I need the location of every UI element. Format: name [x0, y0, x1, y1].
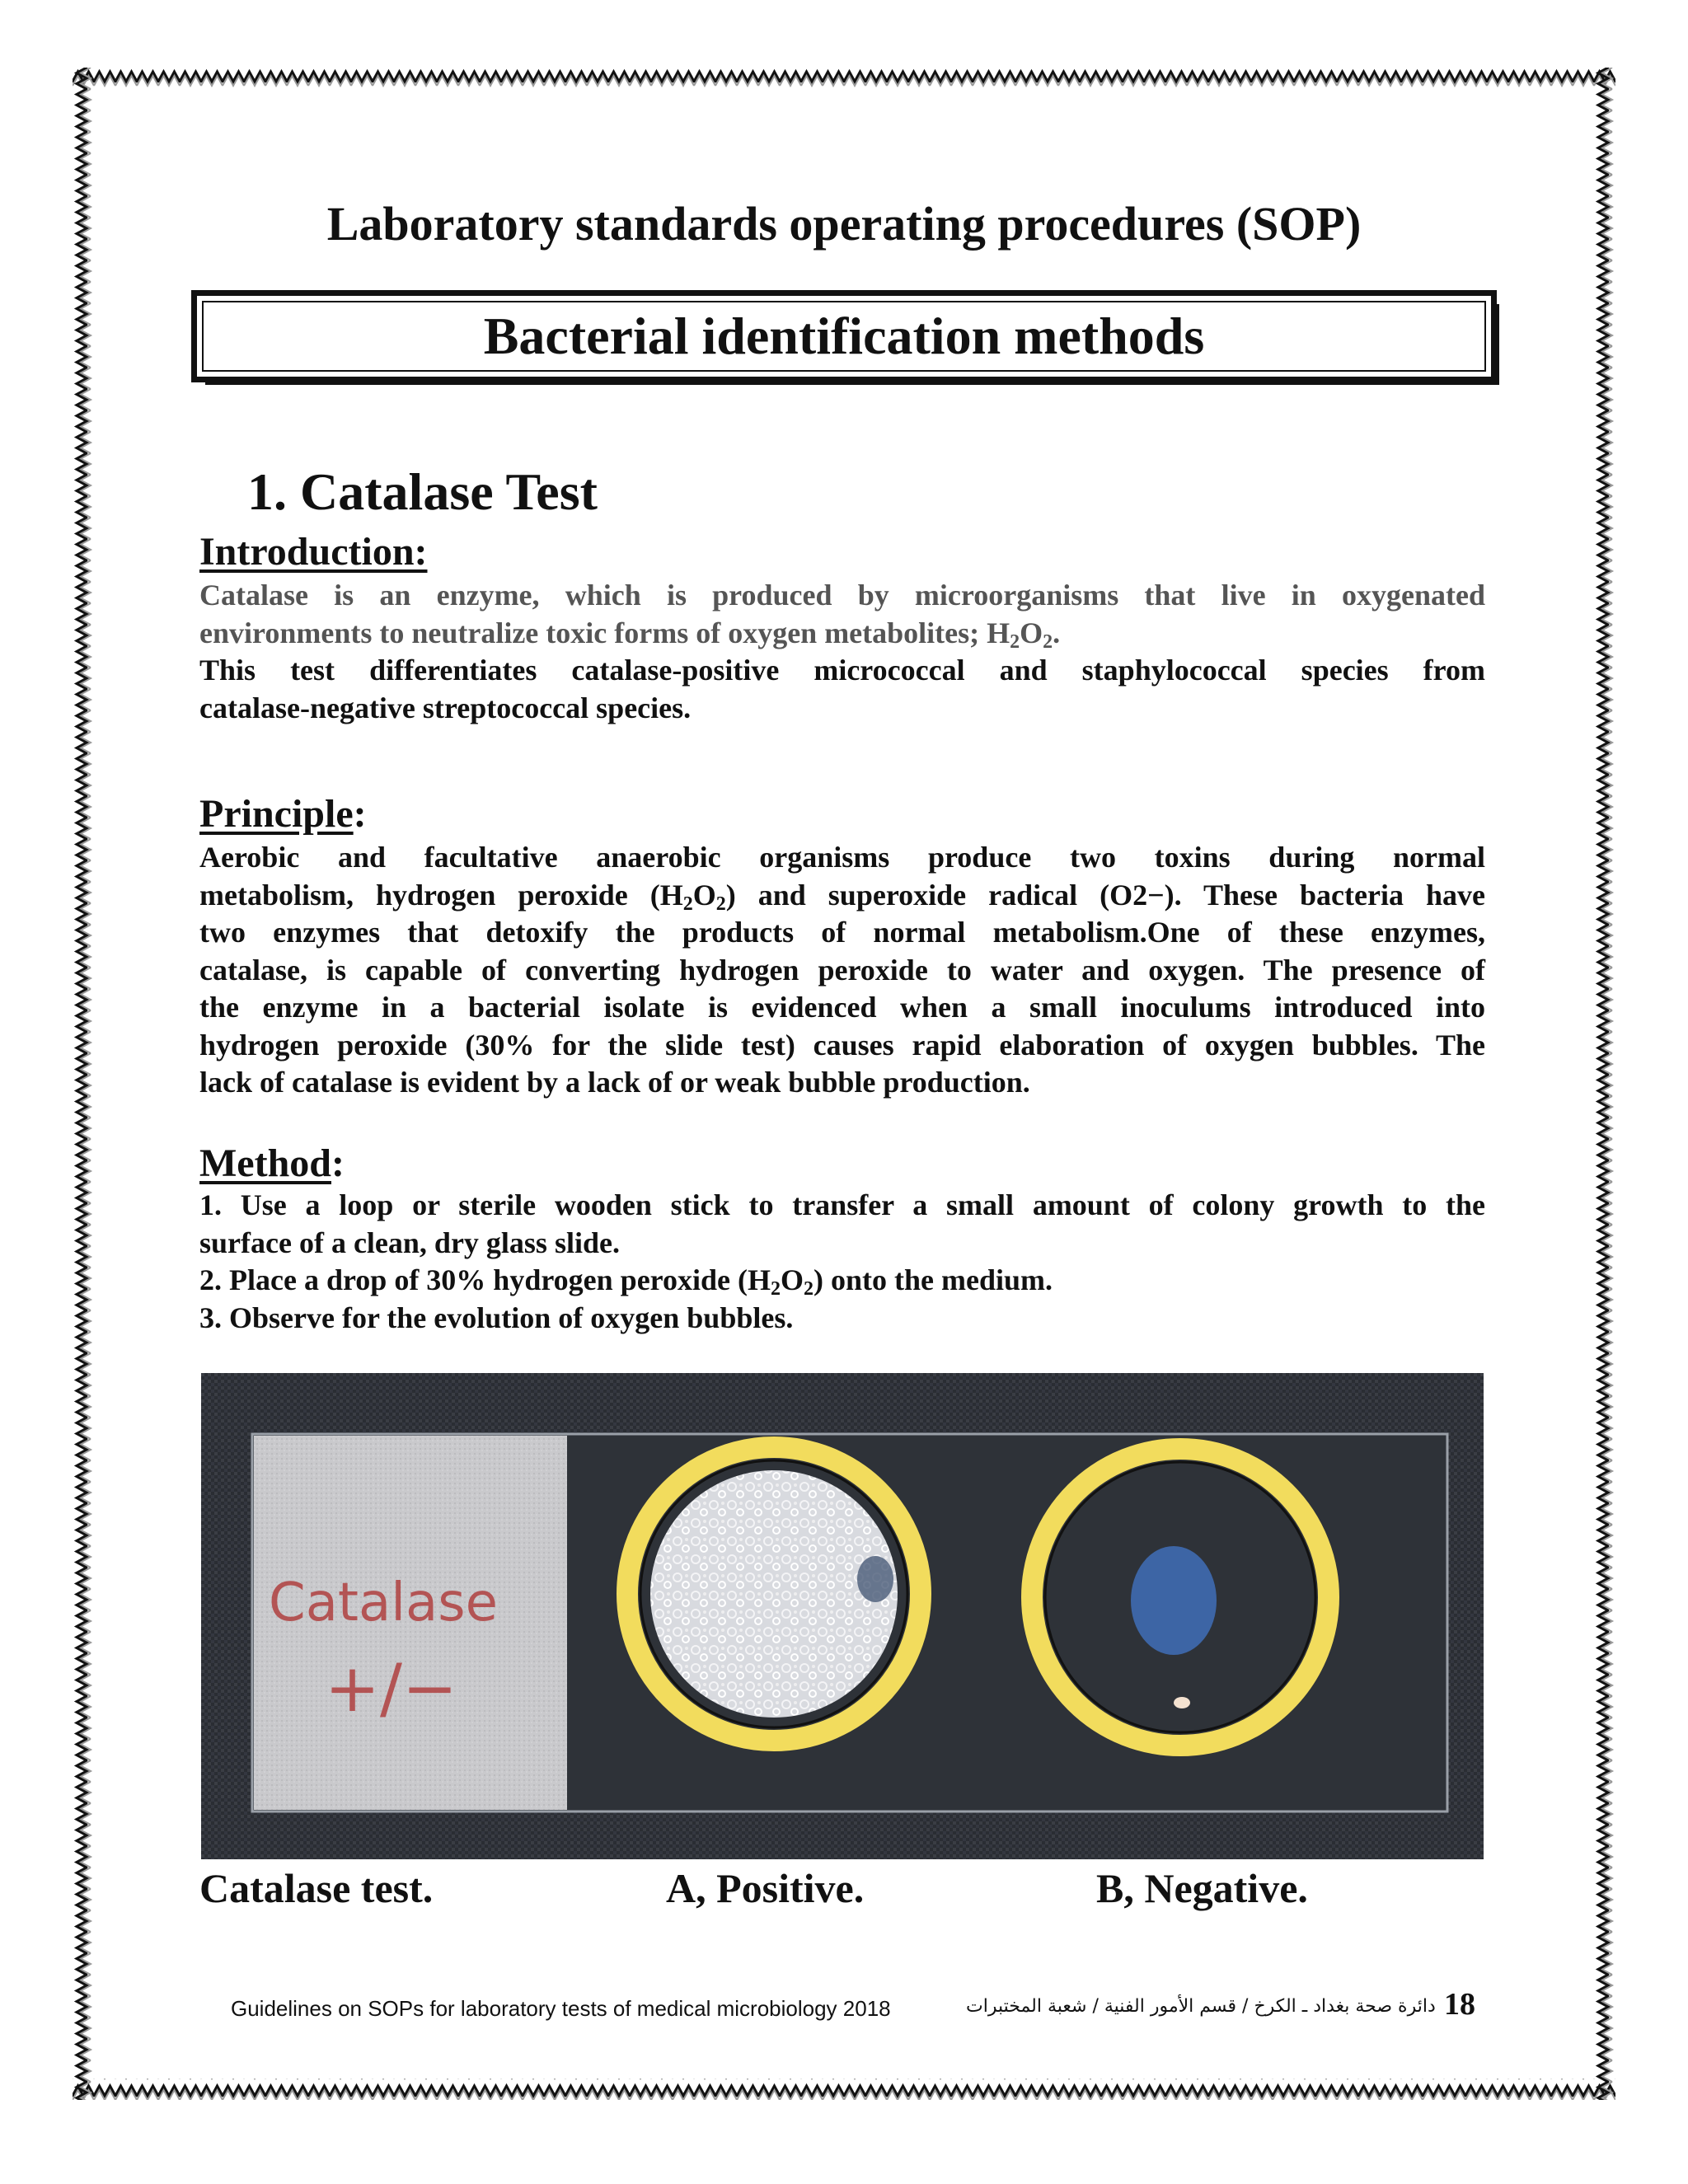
principle-line-2c: ) and superoxide radical (O2−). These bacteria have — [725, 878, 1485, 912]
subscript: 2 — [771, 1278, 781, 1300]
method-step-2a: 2. Place a drop of 30% hydrogen peroxide (H — [199, 1263, 771, 1296]
page-number: 18 — [1444, 1987, 1475, 2022]
method-step-2c: ) onto the medium. — [814, 1263, 1053, 1296]
intro-line-2-text: environments to neutralize toxic forms of oxygen metabolites; H — [199, 616, 1010, 649]
introduction-heading-text: Introduction: — [199, 530, 428, 574]
negative-inoculum — [1131, 1546, 1217, 1655]
caption-positive: A, Positive. — [666, 1865, 865, 1911]
principle-line-4: catalase, is capable of converting hydrogen peroxide to water and oxygen. The presence of — [199, 953, 1485, 987]
introduction-paragraph — [199, 577, 1485, 727]
subscript: 2 — [1043, 630, 1053, 653]
principle-paragraph — [199, 839, 1485, 1102]
section-title: Bacterial identification methods — [202, 301, 1486, 372]
method-step-3: 3. Observe for the evolution of oxygen bubbles. — [199, 1301, 794, 1334]
test-number: 1. — [247, 462, 287, 521]
principle-line-6: hydrogen peroxide (30% for the slide test) causes rapid elaboration of oxygen bubbles. The — [199, 1028, 1485, 1062]
small-bubble — [1174, 1697, 1190, 1708]
test-name: Catalase Test — [300, 462, 598, 521]
introduction-heading — [199, 529, 428, 574]
principle-heading-text: Principle — [199, 792, 354, 836]
formula-end: . — [1053, 616, 1061, 649]
slide-label-line-1: Catalase — [269, 1572, 498, 1633]
method-heading — [199, 1141, 345, 1186]
footer-guidelines: Guidelines on SOPs for laboratory tests of medical microbiology 2018 — [231, 1996, 891, 2021]
subscript: 2 — [1010, 630, 1020, 653]
positive-reaction-bubbles — [650, 1470, 898, 1718]
method-step-2b: O — [781, 1263, 804, 1296]
method-step-1a: 1. Use a loop or sterile wooden stick to transfer a small amount of colony growth to the — [199, 1188, 1485, 1221]
formula-o: O — [1020, 616, 1043, 649]
subscript: 2 — [715, 893, 726, 915]
method-heading-text: Method — [199, 1141, 331, 1185]
principle-line-5: the enzyme in a bacterial isolate is evidenced when a small inoculums introduced into — [199, 991, 1485, 1024]
principle-colon: : — [353, 792, 367, 836]
catalase-slide-photo — [201, 1373, 1484, 1859]
method-step-2 — [199, 1262, 1485, 1300]
intro-line-1: Catalase is an enzyme, which is produced by microorganisms that live in oxygenated — [199, 579, 1485, 612]
method-colon: : — [331, 1141, 345, 1185]
subscript: 2 — [804, 1278, 814, 1300]
intro-line-4: catalase-negative streptococcal species. — [199, 691, 692, 724]
principle-line-7: lack of catalase is evident by a lack of or weak bubble production. — [199, 1066, 1030, 1099]
intro-line-2 — [199, 615, 1485, 653]
principle-line-2b: O — [692, 878, 716, 912]
principle-line-2 — [199, 877, 1485, 915]
section-title-box — [191, 290, 1497, 382]
document-title: Laboratory standards operating procedures (SOP) — [326, 197, 1362, 251]
intro-line-3: This test differentiates catalase-positive micrococcal and staphylococcal species from — [199, 654, 1485, 687]
method-step-1b: surface of a clean, dry glass slide. — [199, 1226, 620, 1259]
slide-label-line-2: +/− — [325, 1650, 458, 1727]
principle-line-3: two enzymes that detoxify the products of normal metabolism.One of these enzymes, — [199, 916, 1485, 949]
caption-negative: B, Negative. — [1096, 1865, 1308, 1911]
principle-heading — [199, 791, 367, 837]
caption-title: Catalase test. — [199, 1865, 434, 1911]
footer-department: دائرة صحة بغداد ـ الكرخ / قسم الأمور الفنية / شعبة المختبرات — [966, 1996, 1436, 2017]
positive-inoculum — [857, 1556, 893, 1602]
subscript: 2 — [682, 893, 693, 915]
test-heading — [247, 462, 598, 523]
method-steps — [199, 1187, 1485, 1337]
principle-line-2a: metabolism, hydrogen peroxide (H — [199, 878, 683, 912]
principle-line-1: Aerobic and facultative anaerobic organisms produce two toxins during normal — [199, 841, 1485, 874]
